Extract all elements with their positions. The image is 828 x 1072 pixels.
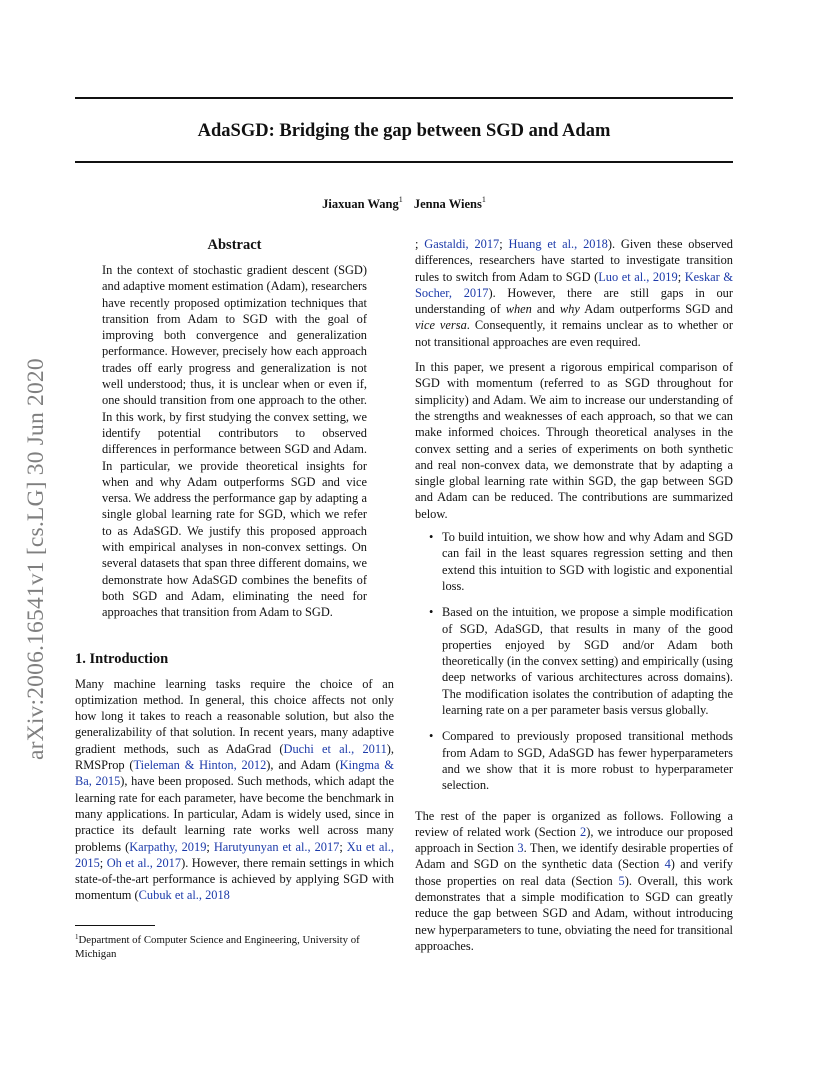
affiliation-footnote <box>75 930 394 961</box>
contribution-item <box>429 728 733 793</box>
text-run: ). Given these observed differences, researchers have started to investigate transition rules to switch from Adam to SGD ( <box>415 237 733 284</box>
citation-link[interactable]: Kingma & Ba, 2015 <box>75 758 394 789</box>
contributions-list <box>415 529 733 793</box>
bullet-icon: • <box>429 530 434 545</box>
footnote-separator <box>75 925 155 926</box>
text-run: ), and Adam ( <box>266 758 340 773</box>
abstract-text: In the context of stochastic gradient descent (SGD) and adaptive moment estimation (Adam), researchers have recently proposed optimization techniques that transition from Adam to SGD with the goal of improving both convergence and generalization performance. However, precisely how each approach trades off early progress and generalization is not well understood; thus, it is unclear when or even if, one should transition from one approach to the other. In this work, by first studying the convex setting, we identify potential contributors to observed differences in performance between SGD and Adam. In particular, we provide theoretical insights for when and why Adam outperforms SGD and vice versa. We address the performance gap by adapting a single global learning rate for SGD, which we refer to as AdaSGD. We justify this proposed approach with empirical analyses in non-convex settings. On several datasets that span three different domains, we demonstrate how AdaSGD combines the benefits of both SGD and Adam, eliminating the need for approaches that transition from Adam to SGD. <box>102 263 367 620</box>
footnote-text: Department of Computer Science and Engineering, University of Michigan <box>75 934 360 960</box>
footnote-mark: 1 <box>75 933 79 941</box>
text-run: ), have been proposed. Such methods, which adapt the learning rate for each parameter, have become the benchmark in many applications. In particular, Adam is widely used, since in practice its default learning rate works well across many problems ( <box>75 774 394 854</box>
section-reference-link[interactable]: 4 <box>664 857 671 872</box>
section-reference-link[interactable]: 2 <box>580 824 587 839</box>
text-run: ) and verify those properties on real data (Section <box>415 857 734 888</box>
bullet-icon: • <box>429 605 434 620</box>
citation-link[interactable]: Luo et al., 2019 <box>598 269 678 284</box>
left-column <box>75 236 394 904</box>
paragraph-gap <box>415 350 733 359</box>
contribution-text: To build intuition, we show how and why Adam and SGD can fail in the least squares regression setting and then extend this intuition to SGD with logistic and exponential loss. <box>442 530 733 593</box>
citation-link[interactable]: Xu et al., 2015 <box>75 839 394 870</box>
text-run: . Consequently, it remains unclear as to whether or not transitional approaches are even required. <box>415 318 733 349</box>
emphasis: why <box>559 302 580 317</box>
text-run: ). However, there remain settings in which state-of-the-art performance is achieved by applying SGD with momentum ( <box>75 855 394 903</box>
citation-link[interactable]: Cubuk et al., 2018 <box>138 888 230 903</box>
citation-link[interactable]: Keskar & Socher, 2017 <box>415 269 733 300</box>
emphasis: vice versa <box>415 318 467 333</box>
citation-link[interactable]: Oh et al., 2017 <box>106 855 182 870</box>
author-1 <box>322 197 403 211</box>
author-name: Jiaxuan Wang <box>322 197 399 211</box>
text-run: ), we introduce our proposed approach in Section <box>415 824 734 856</box>
text-run: and <box>531 302 560 317</box>
contribution-text: Compared to previously proposed transitional methods from Adam to SGD, AdaSGD has fewer hyperparameters and we show that it is more robust to hyperparameter selection. <box>442 729 733 793</box>
text-run: ), RMSProp ( <box>75 741 394 773</box>
author-name: Jenna Wiens <box>413 197 482 211</box>
citation-link[interactable]: Duchi et al., 2011 <box>283 741 387 756</box>
citation-link[interactable]: Karpathy, 2019 <box>129 839 207 854</box>
text-run: ). However, there are still gaps in our understanding of <box>415 285 733 317</box>
author-list <box>75 191 733 213</box>
affiliation-mark: 1 <box>481 195 486 204</box>
section-reference-link[interactable]: 3 <box>517 841 524 856</box>
text-run: ; <box>206 839 214 854</box>
text-run: ; <box>677 269 685 284</box>
text-run: Many machine learning tasks require the choice of an optimization method. In general, this choice affects not only how long it takes to reach a reasonable solution, but also the generalizability of that solution. In recent years, many adaptive gradient methods, such as AdaGrad ( <box>75 676 394 756</box>
author-2 <box>414 197 486 211</box>
bullet-icon: • <box>429 729 434 744</box>
contribution-item <box>429 529 733 594</box>
text-run: ; <box>339 839 347 854</box>
citation-link[interactable]: Tieleman & Hinton, 2012 <box>133 758 267 773</box>
section-heading-introduction: 1. Introduction <box>75 650 169 667</box>
text-run: ). Overall, this work demonstrates that a simple modification to SGD can greatly reduce the gap between SGD and Adam, without introducing new hyperparameters to tune, obviating the need for transitional approaches. <box>415 873 733 953</box>
affiliation-mark: 1 <box>398 195 403 204</box>
top-rule <box>75 97 733 99</box>
citation-link[interactable]: Huang et al., 2018 <box>508 237 608 251</box>
text-run: ; <box>99 855 107 870</box>
paper-title: AdaSGD: Bridging the gap between SGD and Adam <box>197 121 611 141</box>
right-column <box>415 236 733 954</box>
paragraph-gap <box>415 794 733 808</box>
intro-paragraph-1-continued <box>415 236 733 350</box>
citation-link[interactable]: Gastaldi, 2017 <box>424 237 500 251</box>
text-run: Adam outperforms SGD and <box>579 302 733 317</box>
intro-paragraph-2: In this paper, we present a rigorous empirical comparison of SGD with momentum (referred to as SGD throughout for simplicity) and Adam. We aim to increase our understanding of the strengths and weaknesses of each approach, so that we can make informed choices. Through theoretical analyses in the convex setting and a series of experiments on both synthetic and real non-convex data, we demonstrate that by adapting a single global learning rate within SGD, the gap between SGD and Adam can be reduced. The contributions are summarized below. <box>415 360 733 521</box>
emphasis: when <box>505 302 532 317</box>
intro-paragraph-1 <box>75 676 394 904</box>
arxiv-identifier-stamp[interactable]: arXiv:2006.16541v1 [cs.LG] 30 Jun 2020 <box>23 358 49 760</box>
contribution-text: Based on the intuition, we propose a simple modification of SGD, AdaSGD, that results in many of the good properties enjoyed by SGD and/or Adam both theoretically (in the convex setting) and empirically (using deep networks of various architectures across domains). The modification isolates the contribution of adapting the learning rate on a per parameter basis versus globally. <box>442 605 733 718</box>
text-run: ; <box>499 237 509 251</box>
text-run: . Then, we identify desirable properties of Adam and SGD on the synthetic data (Section <box>415 841 733 872</box>
section-reference-link[interactable]: 5 <box>618 873 625 888</box>
intro-paragraph-3 <box>415 808 733 955</box>
title-bottom-rule <box>75 161 733 163</box>
contribution-item <box>429 604 733 718</box>
abstract-heading: Abstract <box>207 237 262 253</box>
text-run: ; <box>415 237 425 251</box>
citation-link[interactable]: Harutyunyan et al., 2017 <box>213 839 340 854</box>
text-run: The rest of the paper is organized as follows. Following a review of related work (Section <box>415 808 733 839</box>
